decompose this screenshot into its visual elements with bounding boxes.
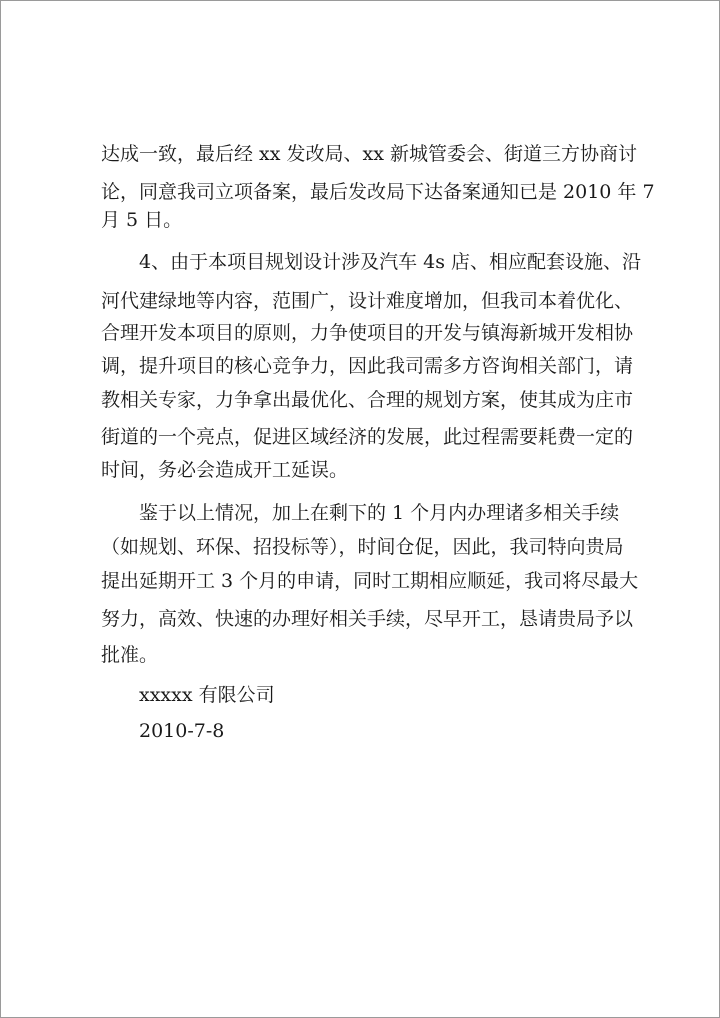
paragraph-3-line-4: 努力，高效、快速的办理好相关手续，尽早开工，恳请贵局予以 [101,608,634,630]
paragraph-3-line-3: 提出延期开工 3 个月的申请，同时工期相应顺延，我司将尽最大 [101,570,639,592]
paragraph-3-line-2: （如规划、环保、招投标等），时间仓促，因此，我司特向贵局 [101,536,624,558]
paragraph-2-line-6: 街道的一个亮点，促进区域经济的发展，此过程需要耗费一定的 [101,426,634,448]
paragraph-1-line-2: 论，同意我司立项备案，最后发改局下达备案通知已是 2010 年 7 [101,181,655,203]
paragraph-2-line-3: 合理开发本项目的原则，力争使项目的开发与镇海新城开发相协 [101,322,634,344]
paragraph-2-line-4: 调，提升项目的核心竞争力，因此我司需多方咨询相关部门，请 [101,355,634,377]
paragraph-1-line-3: 月 5 日。 [101,209,183,231]
paragraph-3-line-1: 鉴于以上情况，加上在剩下的 1 个月内办理诸多相关手续 [139,502,620,524]
signature-company: xxxxx 有限公司 [139,684,275,706]
paragraph-3-line-5: 批准。 [101,644,159,666]
paragraph-2-line-5: 教相关专家，力争拿出最优化、合理的规划方案，使其成为庄市 [101,389,634,411]
paragraph-1-line-1: 达成一致，最后经 xx 发改局、xx 新城管委会、街道三方协商讨 [101,143,637,165]
paragraph-2-line-7: 时间，务必会造成开工延误。 [101,459,349,481]
signature-date: 2010-7-8 [139,720,225,742]
paragraph-2-line-2: 河代建绿地等内容，范围广，设计难度增加，但我司本着优化、 [101,290,634,312]
paragraph-2-line-1: 4、由于本项目规划设计涉及汽车 4s 店、相应配套设施、沿 [139,251,642,273]
